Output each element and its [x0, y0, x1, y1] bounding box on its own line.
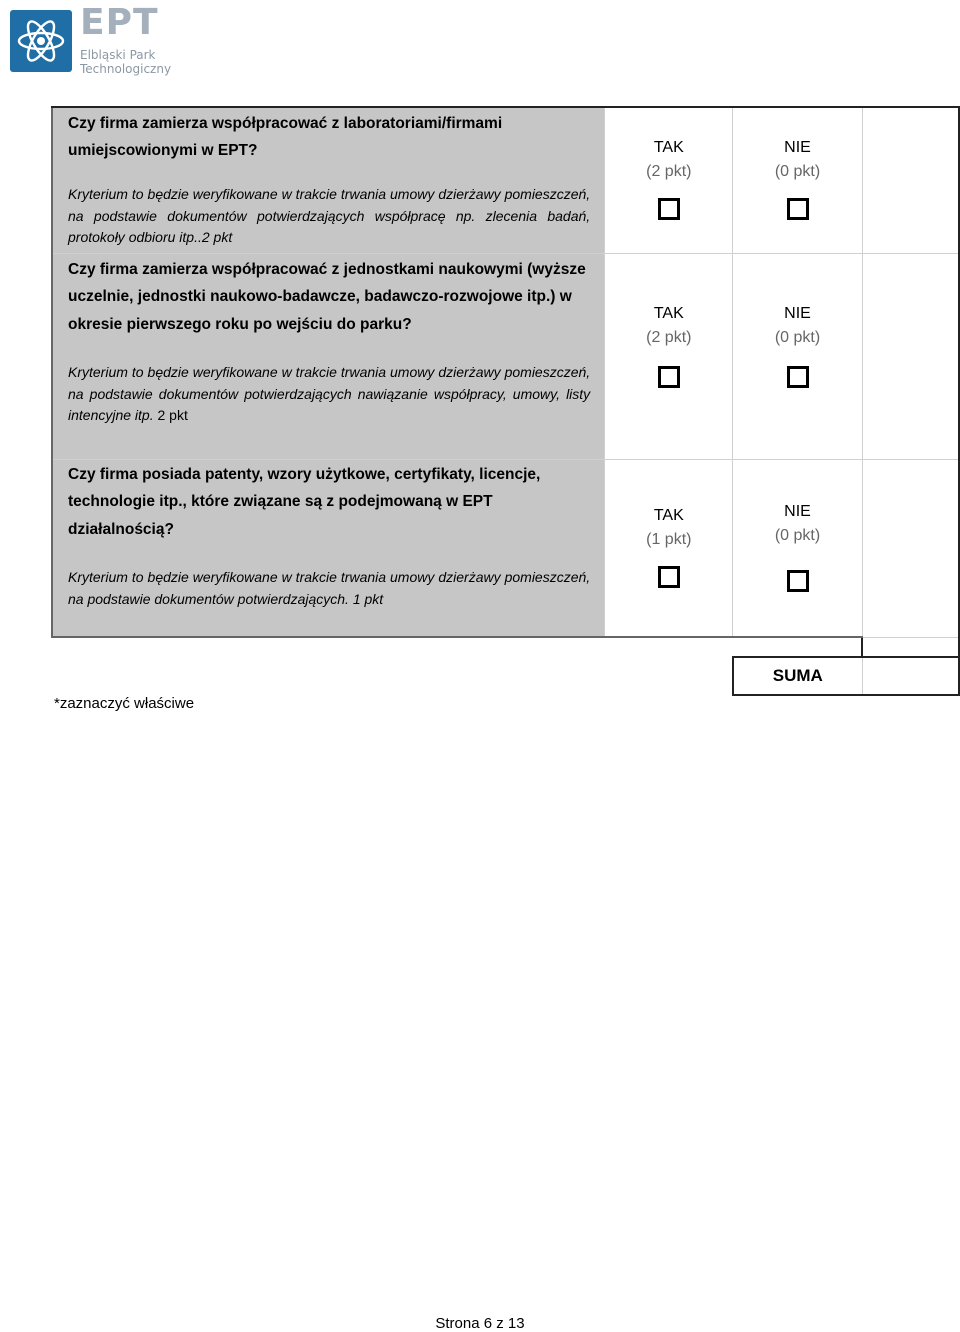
yes-points: (2 pkt) — [646, 328, 692, 346]
no-checkbox[interactable] — [787, 366, 809, 388]
yes-checkbox[interactable] — [658, 566, 680, 588]
sum-label: SUMA — [733, 657, 862, 695]
score-cell — [862, 107, 959, 253]
question-text: Czy firma zamierza współpracować z laboratoriami/firmami umiejscowionymi w EPT? — [68, 115, 503, 159]
table-row — [52, 253, 959, 459]
page-number: Strona 6 z 13 — [435, 1315, 525, 1332]
question-text: Czy firma posiada patenty, wzory użytkowe, certyfikaty, licencje, technologie itp., które związane są z podejmowaną w EPT działalnością? — [68, 465, 541, 538]
question-cell — [52, 459, 605, 637]
no-points: (0 pkt) — [774, 328, 821, 346]
score-cell — [862, 253, 959, 459]
no-label: NIE — [784, 139, 811, 156]
yes-checkbox[interactable] — [658, 198, 680, 220]
question-note: Kryterium to będzie weryfikowane w trakcie trwania umowy dzierżawy pomieszczeń, na podstawie dokumentów potwierdzających współpracę np. zlecenia badań, protokoły odbioru itp..2 pkt — [68, 186, 591, 245]
question-text: Czy firma zamierza współpracować z jednostkami naukowymi (wyższe uczelnie, jednostki naukowo-badawcze, badawczo-rozwojowe itp.) w okresie pierwszego roku po wejściu do parku? — [68, 260, 586, 333]
no-checkbox[interactable] — [787, 570, 809, 592]
yes-label: TAK — [653, 506, 684, 524]
ept-logo — [10, 2, 172, 78]
criteria-table — [51, 106, 960, 696]
yes-option-cell — [605, 253, 733, 459]
question-note: Kryterium to będzie weryfikowane w trakcie trwania umowy dzierżawy pomieszczeń, na podstawie dokumentów potwierdzających. 1 pkt — [68, 569, 591, 607]
no-option-cell — [733, 107, 862, 253]
yes-label: TAK — [653, 304, 684, 322]
question-cell — [52, 107, 605, 253]
logo-name: Elbląski Park Technologiczny — [80, 48, 172, 76]
score-cell — [862, 459, 959, 637]
no-label: NIE — [784, 304, 811, 322]
yes-label: TAK — [653, 139, 684, 156]
sum-row — [52, 657, 959, 695]
no-checkbox[interactable] — [787, 198, 809, 220]
yes-points: (1 pkt) — [646, 530, 692, 548]
no-label: NIE — [784, 502, 811, 520]
no-option-cell — [733, 459, 862, 637]
no-points: (0 pkt) — [774, 526, 821, 544]
yes-option-cell — [605, 459, 733, 637]
table-row — [52, 107, 959, 253]
footnote: *zaznaczyć właściwe — [54, 695, 195, 712]
no-points: (0 pkt) — [774, 163, 821, 180]
yes-points: (2 pkt) — [646, 163, 692, 180]
yes-option-cell — [605, 107, 733, 253]
yes-checkbox[interactable] — [658, 366, 680, 388]
sum-value-cell — [862, 657, 959, 695]
spacer-row — [52, 637, 959, 657]
question-note: Kryterium to będzie weryfikowane w trakcie trwania umowy dzierżawy pomieszczeń, na podstawie dokumentów potwierdzających nawiązanie współpracy, umowy, listy intencyjne itp. 2 pkt — [68, 364, 591, 423]
question-cell — [52, 253, 605, 459]
atom-icon — [10, 10, 72, 72]
no-option-cell — [733, 253, 862, 459]
table-row — [52, 459, 959, 637]
logo-mark: EPT — [80, 2, 159, 43]
